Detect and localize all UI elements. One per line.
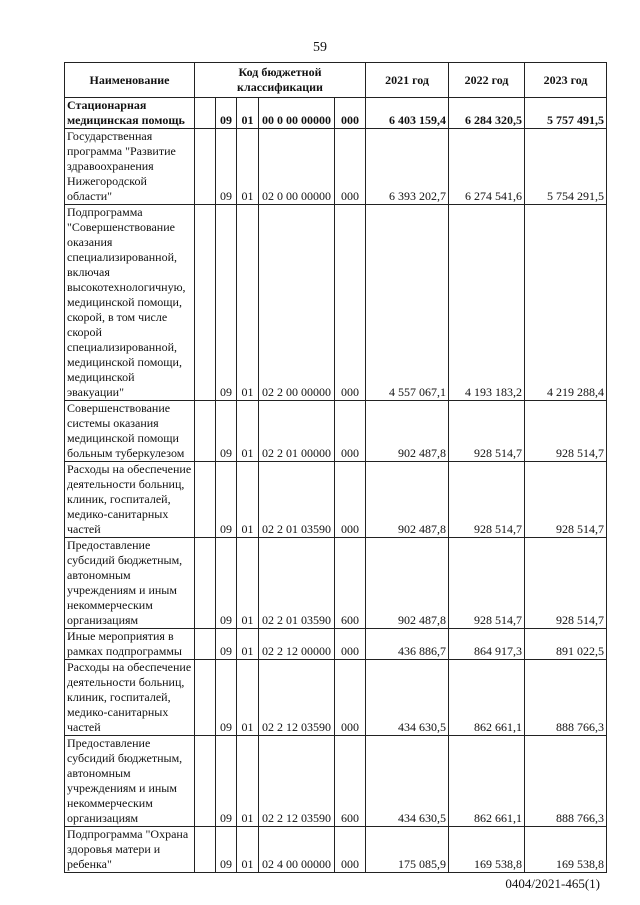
row-empty-cell (195, 827, 216, 873)
value-2021: 434 630,5 (366, 660, 449, 736)
code-subsection: 01 (237, 98, 259, 129)
value-2021: 6 393 202,7 (366, 129, 449, 205)
budget-table (64, 62, 607, 873)
table-row (65, 629, 607, 660)
table-body (65, 98, 607, 873)
value-2023: 928 514,7 (525, 538, 607, 629)
value-2021: 902 487,8 (366, 401, 449, 462)
code-expense-type: 000 (335, 401, 366, 462)
code-expense-type: 000 (335, 462, 366, 538)
document-code: 0404/2021-465(1) (505, 876, 600, 891)
row-name (65, 660, 195, 736)
row-name (65, 629, 195, 660)
value-2021: 4 557 067,1 (366, 205, 449, 401)
code-section: 09 (216, 660, 237, 736)
code-target: 02 2 12 00000 (259, 629, 335, 660)
code-subsection: 01 (237, 660, 259, 736)
code-expense-type: 600 (335, 736, 366, 827)
table-row (65, 538, 607, 629)
header-2022: 2022 год (449, 63, 525, 98)
table-row (65, 401, 607, 462)
code-expense-type: 000 (335, 827, 366, 873)
row-name-text: Расходы на обеспечение деятельности больниц, клиник, госпиталей, медико-санитарных частей (67, 462, 192, 536)
table-row (65, 462, 607, 538)
code-target: 02 2 01 00000 (259, 401, 335, 462)
row-name-text: Стационарная медицинская помощь (67, 98, 185, 127)
row-name (65, 827, 195, 873)
code-section: 09 (216, 129, 237, 205)
row-empty-cell (195, 660, 216, 736)
code-target: 02 2 12 03590 (259, 736, 335, 827)
row-name-text: Государственная программа "Развитие здравоохранения Нижегородской области" (67, 129, 176, 203)
code-subsection: 01 (237, 129, 259, 205)
table-row (65, 129, 607, 205)
row-name-text: Предоставление субсидий бюджетным, автономным учреждениям и иным некоммерческим организациям (67, 736, 183, 825)
code-section: 09 (216, 98, 237, 129)
code-subsection: 01 (237, 736, 259, 827)
code-section: 09 (216, 401, 237, 462)
row-empty-cell (195, 205, 216, 401)
row-name (65, 736, 195, 827)
code-target: 02 2 01 03590 (259, 538, 335, 629)
code-section: 09 (216, 629, 237, 660)
code-expense-type: 000 (335, 129, 366, 205)
code-target: 02 2 01 03590 (259, 462, 335, 538)
code-expense-type: 000 (335, 205, 366, 401)
code-section: 09 (216, 538, 237, 629)
row-name (65, 98, 195, 129)
header-2021: 2021 год (366, 63, 449, 98)
value-2022: 928 514,7 (449, 401, 525, 462)
value-2021: 175 085,9 (366, 827, 449, 873)
row-empty-cell (195, 538, 216, 629)
table-header-row (65, 63, 607, 98)
value-2022: 928 514,7 (449, 538, 525, 629)
value-2021: 436 886,7 (366, 629, 449, 660)
value-2022: 864 917,3 (449, 629, 525, 660)
code-subsection: 01 (237, 462, 259, 538)
row-name-text: Подпрограмма "Охрана здоровья матери и ребенка" (67, 827, 189, 871)
value-2021: 434 630,5 (366, 736, 449, 827)
code-subsection: 01 (237, 629, 259, 660)
code-section: 09 (216, 827, 237, 873)
row-name-text: Предоставление субсидий бюджетным, автономным учреждениям и иным некоммерческим организациям (67, 538, 183, 627)
header-name: Наименование (65, 63, 195, 98)
page-number: 59 (313, 40, 327, 55)
code-subsection: 01 (237, 205, 259, 401)
value-2023: 4 219 288,4 (525, 205, 607, 401)
header-code: Код бюджетной классификации (195, 63, 366, 98)
value-2023: 928 514,7 (525, 462, 607, 538)
value-2022: 862 661,1 (449, 660, 525, 736)
value-2022: 6 284 320,5 (449, 98, 525, 129)
code-target: 02 4 00 00000 (259, 827, 335, 873)
value-2021: 6 403 159,4 (366, 98, 449, 129)
row-empty-cell (195, 736, 216, 827)
table-row (65, 205, 607, 401)
value-2022: 169 538,8 (449, 827, 525, 873)
row-empty-cell (195, 129, 216, 205)
code-target: 02 2 00 00000 (259, 205, 335, 401)
row-empty-cell (195, 401, 216, 462)
row-name-text: Иные мероприятия в рамках подпрограммы (67, 629, 182, 658)
value-2023: 888 766,3 (525, 736, 607, 827)
table-row (65, 660, 607, 736)
code-subsection: 01 (237, 401, 259, 462)
value-2022: 4 193 183,2 (449, 205, 525, 401)
table-row (65, 736, 607, 827)
code-section: 09 (216, 462, 237, 538)
row-name (65, 401, 195, 462)
code-target: 02 0 00 00000 (259, 129, 335, 205)
code-expense-type: 000 (335, 660, 366, 736)
row-name (65, 462, 195, 538)
row-name-text: Совершенствование системы оказания медицинской помощи больным туберкулезом (67, 401, 185, 460)
row-name-text: Расходы на обеспечение деятельности больниц, клиник, госпиталей, медико-санитарных частей (67, 660, 192, 734)
value-2023: 169 538,8 (525, 827, 607, 873)
value-2023: 5 754 291,5 (525, 129, 607, 205)
code-expense-type: 000 (335, 629, 366, 660)
row-empty-cell (195, 98, 216, 129)
value-2023: 928 514,7 (525, 401, 607, 462)
row-name (65, 538, 195, 629)
value-2022: 6 274 541,6 (449, 129, 525, 205)
row-name (65, 129, 195, 205)
row-name-text: Подпрограмма "Совершенствование оказания специализированной, включая высокотехнологичную, медицинской помощи, скорой, в том числе скорой специализированной, медицинской помощи, медицинской эвакуации" (67, 205, 186, 399)
code-subsection: 01 (237, 538, 259, 629)
code-expense-type: 600 (335, 538, 366, 629)
code-section: 09 (216, 736, 237, 827)
code-target: 00 0 00 00000 (259, 98, 335, 129)
code-expense-type: 000 (335, 98, 366, 129)
row-empty-cell (195, 462, 216, 538)
code-subsection: 01 (237, 827, 259, 873)
value-2023: 888 766,3 (525, 660, 607, 736)
value-2022: 928 514,7 (449, 462, 525, 538)
header-2023: 2023 год (525, 63, 607, 98)
row-name (65, 205, 195, 401)
value-2023: 5 757 491,5 (525, 98, 607, 129)
value-2021: 902 487,8 (366, 538, 449, 629)
code-target: 02 2 12 03590 (259, 660, 335, 736)
table-row (65, 827, 607, 873)
value-2022: 862 661,1 (449, 736, 525, 827)
value-2021: 902 487,8 (366, 462, 449, 538)
value-2023: 891 022,5 (525, 629, 607, 660)
row-empty-cell (195, 629, 216, 660)
table-row (65, 98, 607, 129)
code-section: 09 (216, 205, 237, 401)
